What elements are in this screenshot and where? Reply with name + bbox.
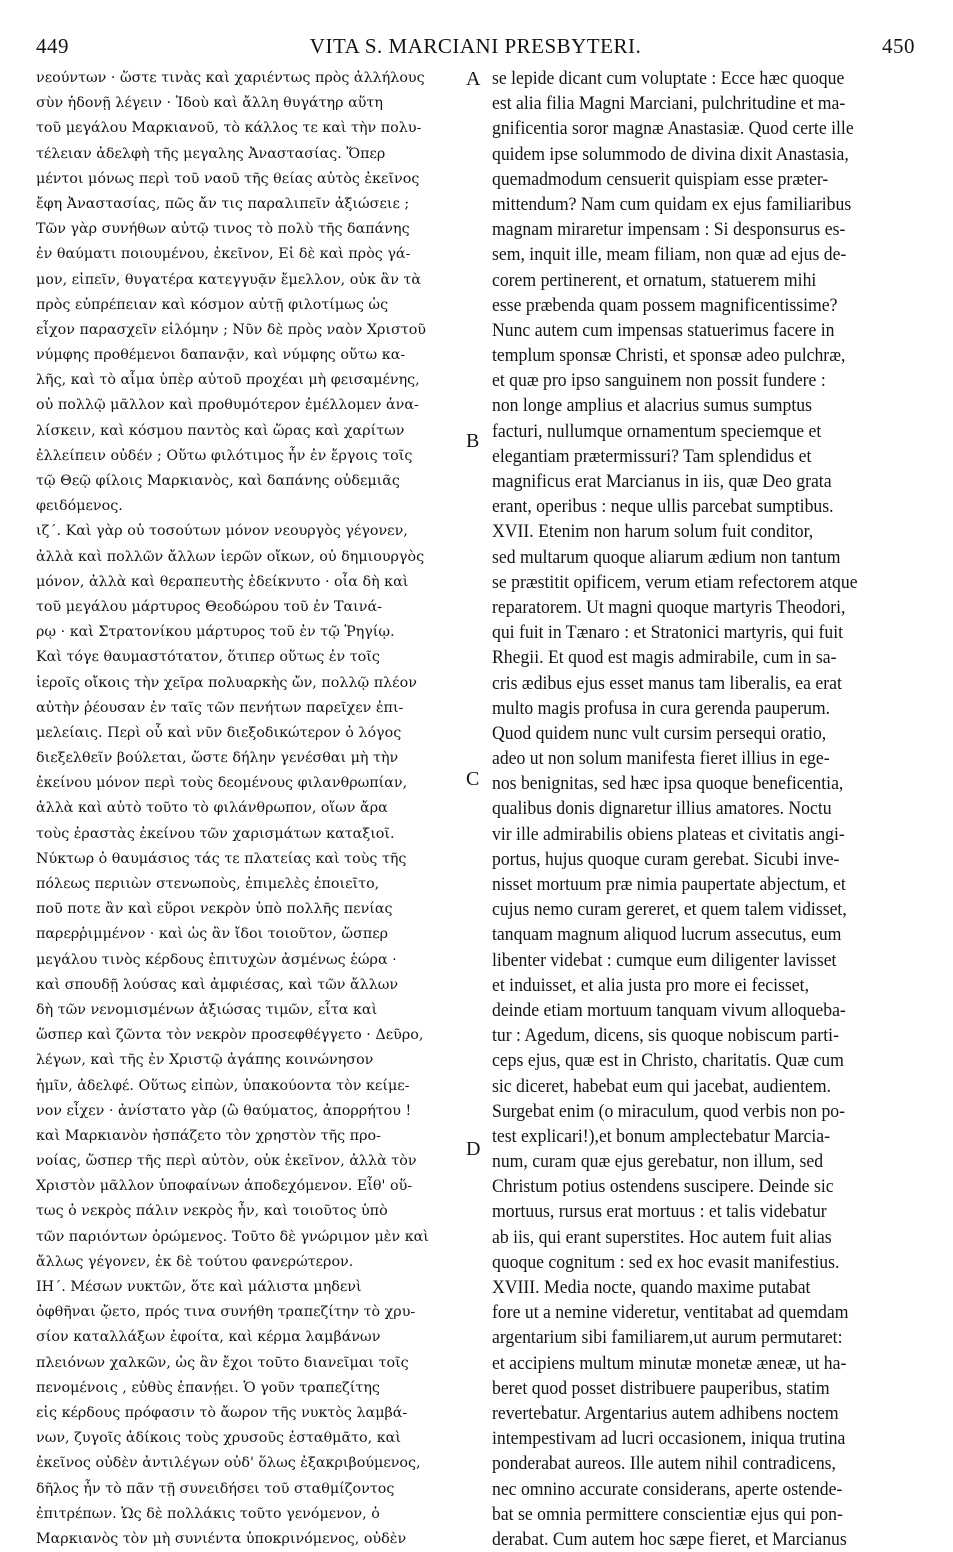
greek-text-line: ἔφη Ἀναστασίας, πῶς ἄν τις παραλιπεῖν ἀξιώσειε ; (36, 195, 410, 212)
greek-text-line: τως ὁ νεκρὸς πάλιν νεκρὸς ἦν, καὶ τοιοῦτος ὑπὸ (36, 1203, 388, 1220)
latin-text-line: qualibus donis dignaretur illius amatores. Noctu (492, 798, 832, 820)
latin-text-line: fore ut a nemine videretur, ventitabat ad quemdam (492, 1302, 849, 1324)
running-header (36, 34, 915, 64)
latin-text-line: quidem ipse solummodo de divina dixit Anastasia, (492, 143, 849, 165)
greek-text-line: νεούντων · ὥστε τινὰς καὶ χαριέντως πρὸς ἀλλήλους (36, 70, 425, 86)
latin-text-line: test explicari!),et bonum amplectebatur Marcia- (492, 1125, 831, 1147)
greek-text-line: ποῦ ποτε ἂν καὶ εὕροι νεκρὸν ὑπὸ πολλῆς πενίας (36, 901, 393, 918)
greek-text-line: αὐτὴν ῥέουσαν ἐν ταῖς τῶν πενήτων παρεῖχεν ἐπι- (36, 699, 404, 716)
latin-text-line: nisset mortuum præ nimia paupertate abjectum, et (492, 874, 846, 895)
latin-text-line: bat se omnia permittere conscientiæ ejus qui pon- (492, 1503, 843, 1525)
greek-text-line: νον εἶχεν · ἀνίστατο γὰρ (ὢ θαύματος, ἀπορρήτου ! (36, 1102, 412, 1119)
greek-text-line: Καὶ τόγε θαυμαστότατον, ὅτιπερ οὕτως ἐν τοῖς (36, 649, 380, 666)
greek-text-line: πρὸς εὐπρέπειαν καὶ κόσμον αὐτῇ φιλοτίμως ὡς (36, 296, 389, 313)
greek-text-line: νων, ζυγοῖς ἀδίκοις τοὺς χρυσοῦς ἐσταθμᾶτο, καὶ (36, 1430, 401, 1447)
greek-text-line: ἐλλείπειν οὐδέν ; Οὕτω φιλότιμος ἦν ἐν ἔργοις τοῖς (36, 447, 413, 464)
latin-text-line: Christum potius ostendens suscipere. Deinde sic (492, 1176, 834, 1198)
latin-text-line: Nunc autem cum impensas statuerimus facere in (492, 319, 835, 341)
latin-text-line: est alia filia Magni Marciani, pulchritudine et ma- (492, 93, 846, 115)
greek-text-line: ἡμῖν, ἀδελφέ. Οὕτως εἰπὼν, ὑπακούοντα τὸν κείμε- (36, 1077, 410, 1094)
greek-text-line: ἀλλὰ καὶ αὐτὸ τοῦτο τὸ φιλάνθρωπον, οἵων ἄρα (36, 800, 388, 817)
latin-text-line: cujus nemo curam gereret, et quem talem vidisset, (492, 899, 847, 921)
greek-text-line: οὐ πολλῷ μᾶλλον καὶ προθυμότερον ἐμέλλομεν ἀνα- (36, 397, 419, 414)
greek-text-line: λίσκειν, καὶ κόσμου παντὸς καὶ ὥρας καὶ χαρίτων (36, 422, 405, 439)
greek-text-line: ἱεροῖς οἴκοις τὴν χεῖρα πολυαρκὴς ὤν, πολλῷ πλέον (36, 674, 417, 691)
greek-text-line: τοὺς ἐραστὰς ἐκείνου τῶν χαρισμάτων καταξιοῖ. (36, 825, 395, 842)
greek-text-line: ἐκείνου μόνον περὶ τοὺς δεομένους φιλανθρωπίαν, (36, 775, 408, 792)
latin-text-line: magnificus erat Marcianus in iis, quæ Deo grata (492, 471, 832, 492)
latin-text-line: Rhegii. Et quod est magis admirabile, cum in sa- (492, 647, 837, 669)
latin-text-line: mittendum? Nam cum quidam ex ejus familiaribus (492, 193, 852, 215)
greek-text-line: σίον καταλλάξων ἐφοίτα, καὶ κέρμα λαμβάνων (36, 1329, 381, 1346)
latin-text-line: cris ædibus ejus esset manus tam liberalis, ea erat (492, 672, 842, 694)
greek-text-line: νύμφης προθέμενοι δαπανᾷν, καὶ νύμφης οὕτω κα- (36, 347, 406, 364)
latin-text-line: et accipiens multum minutæ monetæ æneæ, ut ha- (492, 1352, 847, 1374)
greek-text-line: ὀφθῆναι ᾤετο, πρός τινα συνήθη τραπεζίτην τὸ χρυ- (36, 1304, 416, 1321)
latin-text-line: nos benignitas, sed hæc ipsa quoque beneficentia, (492, 773, 844, 795)
greek-text-line: λῆς, καὶ τὸ αἷμα ὑπὲρ αὐτοῦ προχέαι μὴ φεισαμένης, (36, 372, 420, 389)
greek-text-line: πλειόνων χαλκῶν, ὡς ἂν ἔχοι τοῦτο διανεῖμαι τοῖς (36, 1354, 409, 1371)
latin-text-line: mortuus, rursus erat mortuus : et talis videbatur (492, 1201, 827, 1223)
latin-text-line: quoque cognitum : sed ex hoc evasit manifestius. (492, 1251, 840, 1273)
greek-text-line: σὺν ἡδονῇ λέγειν · Ἰδοὺ καὶ ἄλλη θυγάτηρ αὕτη (36, 95, 383, 112)
latin-text-line: adeo ut non solum manifesta fieret illius in ege- (492, 748, 830, 770)
section-marker-c: C (466, 768, 480, 790)
latin-text-line: libenter videbat : cumque eum diligenter lavisset (492, 949, 837, 971)
greek-text-line: Χριστὸν μᾶλλον ὑποφαίνων ἀποδεχόμενον. Εἶθ' οὕ- (36, 1178, 413, 1195)
latin-text-line: tur : Agedum, dicens, sis quoque nobiscum parti- (492, 1025, 839, 1047)
greek-text-line: ἀλλὰ καὶ πολλῶν ἄλλων ἱερῶν οἴκων, οὐ δημιουργὸς (36, 548, 425, 565)
latin-text-line: sem, inquit ille, meam filiam, non quæ ad ejus de- (492, 244, 847, 266)
latin-text-line: revertebatur. Argentarius autem adhibens noctem (492, 1402, 839, 1424)
greek-text-line: μελείαις. Περὶ οὗ καὶ νῦν διεξοδικώτερον ὁ λόγος (36, 724, 402, 741)
latin-text-line: ab iis, qui erant superstites. Hoc autem fuit alias (492, 1226, 832, 1248)
greek-text-line: ἐκεῖνος οὐδὲν ἀντιλέγων οὐδ' ὅλως ἐξακριβούμενος, (36, 1455, 421, 1472)
latin-text-line: XVIII. Media nocte, quando maxime putabat (492, 1277, 811, 1298)
page-number-left: 449 (36, 34, 69, 58)
latin-text-line: quemadmodum censuerit quispiam esse præter- (492, 168, 829, 190)
greek-text-line: μον, εἰπεῖν, θυγατέρα κατεγγυᾷν ἔμελλον, οὐκ ἂν τὰ (36, 271, 421, 288)
greek-text-line: τοῦ μεγάλου μάρτυρος Θεοδώρου τοῦ ἐν Ταινά- (36, 598, 382, 615)
latin-text-line: reparatorem. Ut magni quoque martyris Theodori, (492, 596, 846, 618)
latin-text-line: num, curam quæ ejus gerebatur, non illum, sed (492, 1151, 824, 1173)
latin-text-line: sed multarum quoque aliarum ædium non tantum (492, 546, 841, 568)
greek-text-line: παρερῥιμμένον · καὶ ὡς ἂν ἴδοι τοιοῦτον, ὥσπερ (36, 926, 389, 943)
greek-text-line: καὶ σπουδῇ λούσας καὶ ἀμφιέσας, καὶ τῶν ἄλλων (36, 976, 399, 993)
latin-text-line: templum sponsæ Christi, et sponsæ adeo pulchræ, (492, 345, 846, 367)
greek-text-line: φειδόμενος. (36, 498, 123, 515)
latin-text-line: derabat. Cum autem hoc sæpe fieret, et Marcianus (492, 1528, 847, 1550)
greek-text-line: ἐπιτρέπων. Ὡς δὲ πολλάκις τοῦτο γενόμενον, ὁ (36, 1505, 380, 1522)
latin-text-line: et induisset, et alia justa pro more ei fecisset, (492, 974, 809, 996)
greek-text-line: εἶχον παρασχεῖν εἱλόμην ; Νῦν δὲ πρὸς ναὸν Χριστοῦ (36, 321, 427, 338)
greek-text-column (36, 66, 486, 1552)
greek-text-line: τῶν παριόντων ὁρώμενος. Τοῦτο δὲ γνώριμον μὲν καὶ (36, 1228, 429, 1245)
greek-text-line: δὴ τῶν νενομισμένων ἀξιώσας τιμῶν, εἶτα καὶ (36, 1001, 378, 1018)
latin-text-line: magnam miraretur impensam : Si desponsurus es- (492, 219, 846, 241)
greek-text-line: τοῦ μεγάλου Μαρκιανοῦ, τὸ κάλλος τε καὶ τὴν πολυ- (36, 120, 422, 137)
latin-text-line: vir ille admirabilis obiens plateas et civitatis angi- (492, 823, 845, 845)
section-marker-a: A (466, 68, 481, 90)
greek-text-line: ἄλλως γέγονεν, ἐκ δὲ τούτου φανερώτερον. (36, 1253, 354, 1270)
greek-text-line: τέλειαν ἀδελφὴ τῆς μεγαλης Ἀναστασίας. Ὅπερ (36, 145, 386, 162)
latin-text-line: XVII. Etenim non harum solum fuit conditor, (492, 521, 814, 543)
greek-text-line: καὶ Μαρκιανὸν ἠσπάζετο τὸν χρηστὸν τῆς προ- (36, 1127, 381, 1144)
greek-text-line: ρῳ · καὶ Στρατονίκου μάρτυρος τοῦ ἐν τῷ Ῥηγίῳ. (36, 624, 395, 641)
latin-text-line: esse præbenda quam possem magnificentissime? (492, 294, 838, 316)
latin-text-line: ponderabat aureos. Ille autem nihil contradicens, (492, 1453, 836, 1475)
latin-text-line: se lepide dicant cum voluptate : Ecce hæc quoque (492, 68, 845, 89)
greek-text-line: ιζ΄. Καὶ γὰρ οὐ τοσούτων μόνον νεουργὸς γέγονεν, (36, 523, 408, 540)
page-number-right: 450 (882, 34, 915, 58)
latin-text-line: facturi, nullumque ornamentum speciemque et (492, 420, 822, 442)
greek-text-line: δῆλος ἦν τὸ πᾶν τῇ συνειδήσει τοῦ σταθμίζοντος (36, 1480, 395, 1497)
latin-text-line: Surgebat enim (o miraculum, quod verbis non po- (492, 1100, 846, 1122)
latin-text-line: non longe amplius et alacrius sumus sumptus (492, 395, 812, 417)
latin-text-line: portus, hujus quoque curam gerebat. Sicubi inve- (492, 848, 840, 870)
greek-text-line: λέγων, καὶ τῆς ἐν Χριστῷ ἀγάπης κοινώνησον (36, 1052, 374, 1069)
greek-text-line: μεγάλου τινὸς κέρδους ἐπιτυχὼν ἀσμένως ἑώρα · (36, 951, 397, 968)
greek-text-line: διεξελθεῖν βούλεται, ὥστε δήλην γενέσθαι μὴ τὴν (36, 750, 399, 767)
greek-text-line: μέντοι μόνως περὶ τοῦ ναοῦ τῆς θείας αὐτὸς ἐκεῖνος (36, 170, 420, 187)
greek-text-line: νοίας, ὥσπερ τῆς περὶ αὐτὸν, οὐκ ἐκεῖνον, ἀλλὰ τὸν (36, 1153, 417, 1170)
greek-text-line: Μαρκιανὸς τὸν μὴ συνιέντα ὑποκρινόμενος, οὐδὲν (36, 1530, 407, 1547)
latin-text-line: corem pertinerent, et ornatum, statuerem mihi (492, 269, 817, 291)
greek-text-line: τῷ Θεῷ φίλοις Μαρκιανὸς, καὶ δαπάνης οὐδεμιᾶς (36, 473, 400, 489)
latin-text-column (492, 66, 886, 1552)
latin-text-line: se præstitit opificem, verum etiam refectorem atque (492, 571, 858, 593)
latin-text-line: argentarium sibi familiarem,ut aurum permutaret: (492, 1327, 843, 1349)
latin-text-line: intempestivam ad lucri occasionem, iniqua trutina (492, 1428, 846, 1450)
latin-text-line: et quæ pro ipso sanguinem non possit fundere : (492, 370, 826, 392)
latin-text-line: sic diceret, habebat eum qui jacebat, audientem. (492, 1075, 832, 1097)
latin-text-line: erant, operibus : neque ullis parcebat sumptibus. (492, 496, 834, 518)
latin-text-line: deinde etiam mortuum tanquam vivum alloqueba- (492, 999, 846, 1021)
greek-text-line: εἰς κέρδους πρόφασιν τὸ ἄωρον τῆς νυκτὸς λαμβά- (36, 1404, 408, 1421)
latin-text-line: Quod quidem nunc vult cursim persequi oratio, (492, 722, 827, 744)
greek-text-line: ἐν θαύματι ποιουμένου, ἐκεῖνον, Εἰ δὲ καὶ πρὸς γά- (36, 246, 411, 263)
latin-text-line: nec omnino accurate considerans, aperte ostende- (492, 1478, 843, 1500)
latin-text-line: gnificentia soror magnæ Anastasiæ. Quod certe ille (492, 118, 854, 140)
greek-text-line: μόνον, ἀλλὰ καὶ θεραπευτὴς ἐδείκνυτο · οἷα δὴ καὶ (36, 573, 409, 590)
greek-text-line: πενομένοις , εὐθὺς ἐπανῄει. Ὁ γοῦν τραπεζίτης (36, 1379, 380, 1396)
greek-text-line: ὥσπερ καὶ ζῶντα τὸν νεκρὸν προσεφθέγγετο · Δεῦρο, (36, 1027, 424, 1044)
greek-text-line: Τῶν γὰρ συνήθων αὐτῷ τινος τὸ πολὺ τῆς δαπάνης (36, 221, 410, 238)
latin-text-line: beret quod posset distribuere pauperibus, statim (492, 1377, 830, 1399)
latin-text-line: qui fuit in Tænaro : et Stratonici martyris, qui fuit (492, 622, 844, 644)
latin-text-line: ceps ejus, quæ est in Christo, charitatis. Quæ cum (492, 1050, 844, 1072)
section-marker-b: B (466, 430, 480, 452)
greek-text-line: ΙΗ΄. Μέσων νυκτῶν, ὅτε καὶ μάλιστα μηδενὶ (36, 1279, 362, 1295)
greek-text-line: Νύκτωρ ὁ θαυμάσιος τάς τε πλατείας καὶ τοὺς τῆς (36, 850, 407, 867)
greek-text-line: πόλεως περιιὼν στενωποὺς, ἐπιμελὲς ἐποιεῖτο, (36, 876, 380, 892)
running-title: VITA S. MARCIANI PRESBYTERI. (309, 34, 642, 58)
latin-text-line: multo magis profusa in cura gerenda pauperum. (492, 697, 831, 719)
latin-text-line: tanquam magnum aliquod lucrum assecutus, eum (492, 924, 842, 946)
section-marker-d: D (466, 1138, 481, 1160)
latin-text-line: elegantiam prætermissuri? Tam splendidus et (492, 445, 812, 467)
